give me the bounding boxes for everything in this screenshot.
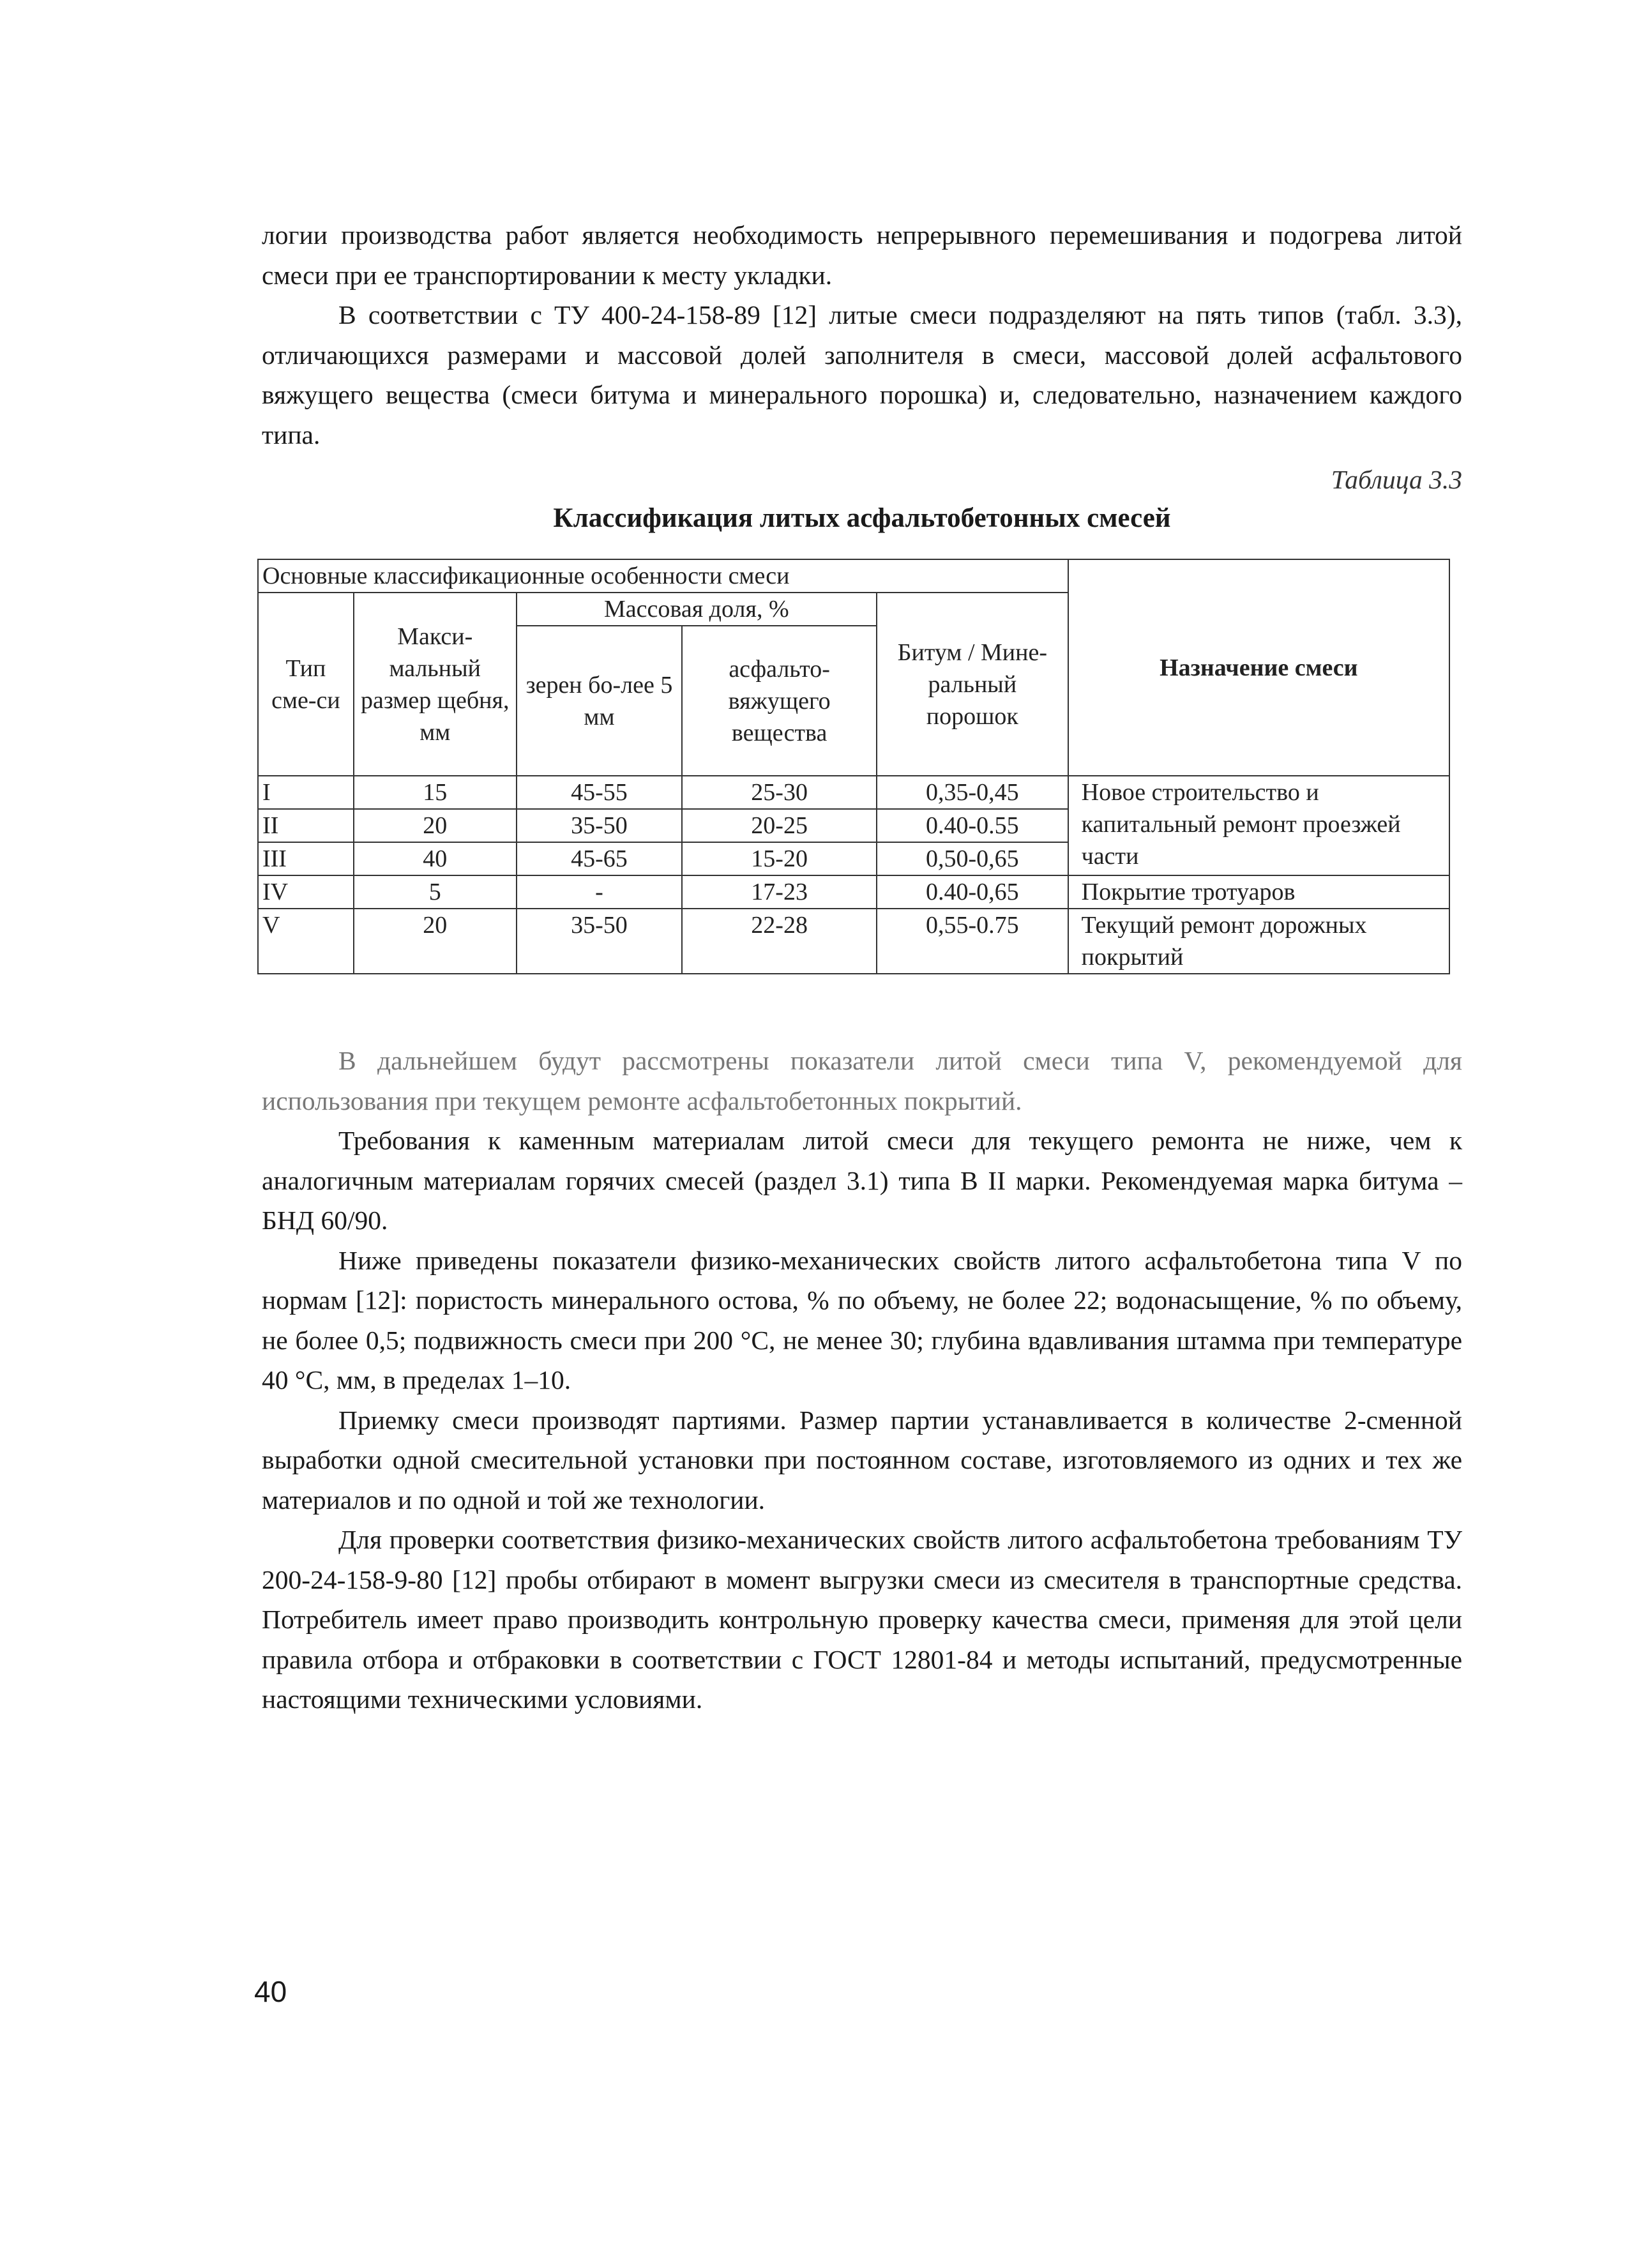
header-ratio: Битум / Мине-ральный порошок (877, 593, 1068, 776)
cell-purpose: Новое строительство и капитальный ремонт проезжей части (1068, 776, 1449, 875)
cell-grains: 35-50 (517, 809, 683, 842)
group-header: Основные классификационные особенности смеси (258, 559, 1068, 593)
paragraph-types: В соответствии с ТУ 400-24-158-89 [12] литые смеси подразделяют на пять типов (табл. 3.3), отличающихся размерами и массовой долей заполнителя в смеси, массовой долей асфальтового вяжущего вещества (смеси битума и минерального порошка) и, следовательно, назначением каждого типа. (262, 300, 1462, 450)
paragraph-properties: Ниже приведены показатели физико-механических свойств литого асфальтобетона типа V по нормам [12]: пористость минерального остова, % по объему, не более 22; водонасыщение, % по объему, не более 0,5; подвижность смеси при 200 °С, не менее 30; глубина вдавливания штамма при температуре 40 °С, мм, в пределах 1–10. (262, 1245, 1462, 1395)
cell-type: II (258, 809, 354, 842)
header-mass-share: Массовая доля, % (517, 593, 877, 626)
body-text (262, 1041, 1462, 1720)
cell-type: IV (258, 875, 354, 909)
table-row (258, 909, 1449, 974)
cell-ratio: 0,55-0.75 (877, 909, 1068, 974)
paragraph-type-v: В дальнейшем будут рассмотрены показатели литой смеси типа V, рекомендуемой для использования при текущем ремонте асфальтобетонных покрытий. (262, 1046, 1462, 1115)
cell-max: 5 (354, 875, 517, 909)
table-title: Классификация литых асфальтобетонных смесей (553, 503, 1171, 533)
cell-ratio: 0,50-0,65 (877, 842, 1068, 875)
cell-grains: 45-55 (517, 776, 683, 809)
cell-binder: 25-30 (682, 776, 877, 809)
header-purpose: Назначение смеси (1068, 559, 1449, 776)
cell-max: 20 (354, 909, 517, 974)
header-grains: зерен бо-лее 5 мм (517, 626, 683, 776)
cell-binder: 22-28 (682, 909, 877, 974)
cell-type: III (258, 842, 354, 875)
cell-binder: 17-23 (682, 875, 877, 909)
paragraph-continuation: логии производства работ является необходимость непрерывного перемешивания и подогрева литой смеси при ее транспортировании к месту укладки. (262, 220, 1462, 290)
paragraph-requirements: Требования к каменным материалам литой смеси для текущего ремонта не ниже, чем к аналогичным материалам горячих смесей (раздел 3.1) типа В II марки. Рекомендуемая марка битума – БНД 60/90. (262, 1126, 1462, 1235)
classification-table (257, 559, 1450, 974)
cell-max: 40 (354, 842, 517, 875)
paragraph-sampling: Для проверки соответствия физико-механических свойств литого асфальтобетона требованиям ТУ 200-24-158-9-80 [12] пробы отбирают в момент выгрузки смеси из смесителя в транспортные средства. Потребитель имеет право производить контрольную проверку качества смеси, применяя для этой цели правила отбора и отбраковки в соответствии с ГОСТ 12801-84 и методы испытаний, предусмотренные настоящими техническими условиями. (262, 1525, 1462, 1714)
cell-binder: 15-20 (682, 842, 877, 875)
cell-ratio: 0.40-0,65 (877, 875, 1068, 909)
cell-ratio: 0,35-0,45 (877, 776, 1068, 809)
cell-max: 20 (354, 809, 517, 842)
cell-grains: - (517, 875, 683, 909)
table-row (258, 875, 1449, 909)
header-binder: асфальто-вяжущего вещества (682, 626, 877, 776)
cell-binder: 20-25 (682, 809, 877, 842)
cell-grains: 45-65 (517, 842, 683, 875)
paragraph-acceptance: Приемку смеси производят партиями. Размер партии устанавливается в количестве 2-сменной выработки одной смесительной установки при постоянном составе, изготовляемого из одних и тех же материалов и по одной и той же технологии. (262, 1405, 1462, 1515)
cell-purpose: Текущий ремонт дорожных покрытий (1068, 909, 1449, 974)
cell-purpose: Покрытие тротуаров (1068, 875, 1449, 909)
table-header-row (258, 559, 1449, 593)
page-number: 40 (254, 1975, 287, 2008)
table-label: Таблица 3.3 (1331, 465, 1462, 494)
cell-max: 15 (354, 776, 517, 809)
header-max-size: Макси-мальный размер щебня, мм (354, 593, 517, 776)
header-type: Тип сме-си (258, 593, 354, 776)
cell-type: I (258, 776, 354, 809)
table-row (258, 776, 1449, 809)
cell-type: V (258, 909, 354, 974)
intro-text (262, 215, 1462, 455)
cell-grains: 35-50 (517, 909, 683, 974)
cell-ratio: 0.40-0.55 (877, 809, 1068, 842)
